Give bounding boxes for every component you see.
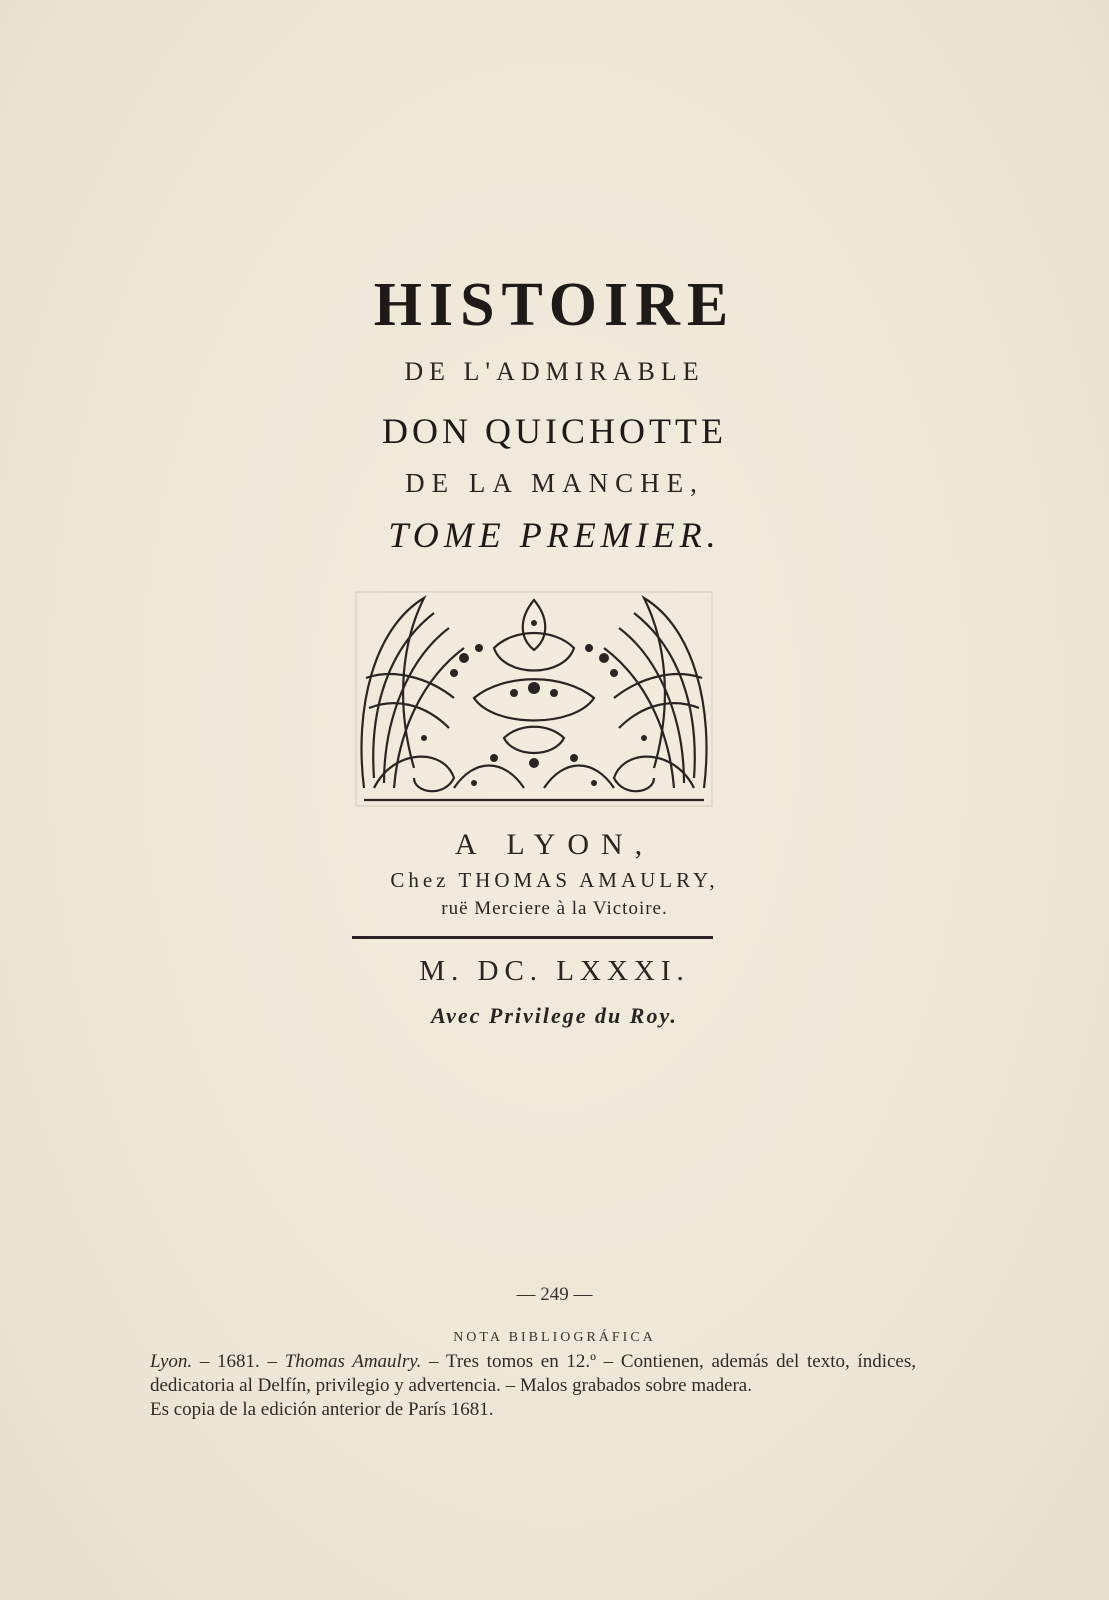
note-separator: – 1681. – xyxy=(192,1351,285,1372)
note-heading: NOTA BIBLIOGRÁFICA xyxy=(453,1330,656,1345)
title-de-la-manche: DE LA MANCHE, xyxy=(405,468,704,498)
note-description: – Tres tomos en 12.º – Contienen, además del texto, índices, dedicatoria al Delfín, privilegio y advertencia. – Malos grabados sobre madera. xyxy=(150,1351,917,1396)
note-place: Lyon. xyxy=(150,1351,193,1372)
title-don-quichotte: DON QUICHOTTE xyxy=(382,411,727,451)
note-paragraph-2: Es copia de la edición anterior de París 1681. xyxy=(150,1399,494,1420)
imprint-printer: Chez THOMAS AMAULRY, xyxy=(390,868,719,892)
note-paragraph-1 xyxy=(150,1350,916,1398)
imprint-address: ruë Merciere à la Victoire. xyxy=(441,898,668,919)
note-publisher: Thomas Amaulry. xyxy=(284,1351,422,1372)
floral-woodcut-ornament-icon xyxy=(354,588,714,810)
page-number: — 249 — xyxy=(516,1284,593,1305)
bibliographic-note xyxy=(150,1350,916,1422)
imprint-year: M. DC. LXXXI. xyxy=(419,955,690,987)
title-de-ladmirable: DE L'ADMIRABLE xyxy=(404,357,705,386)
title-tome-premier: TOME PREMIER. xyxy=(388,515,721,555)
imprint-city: A LYON, xyxy=(454,828,655,861)
imprint-divider xyxy=(352,936,713,939)
imprint-privilege: Avec Privilege du Roy. xyxy=(431,1003,678,1028)
title-histoire: HISTOIRE xyxy=(373,271,736,339)
